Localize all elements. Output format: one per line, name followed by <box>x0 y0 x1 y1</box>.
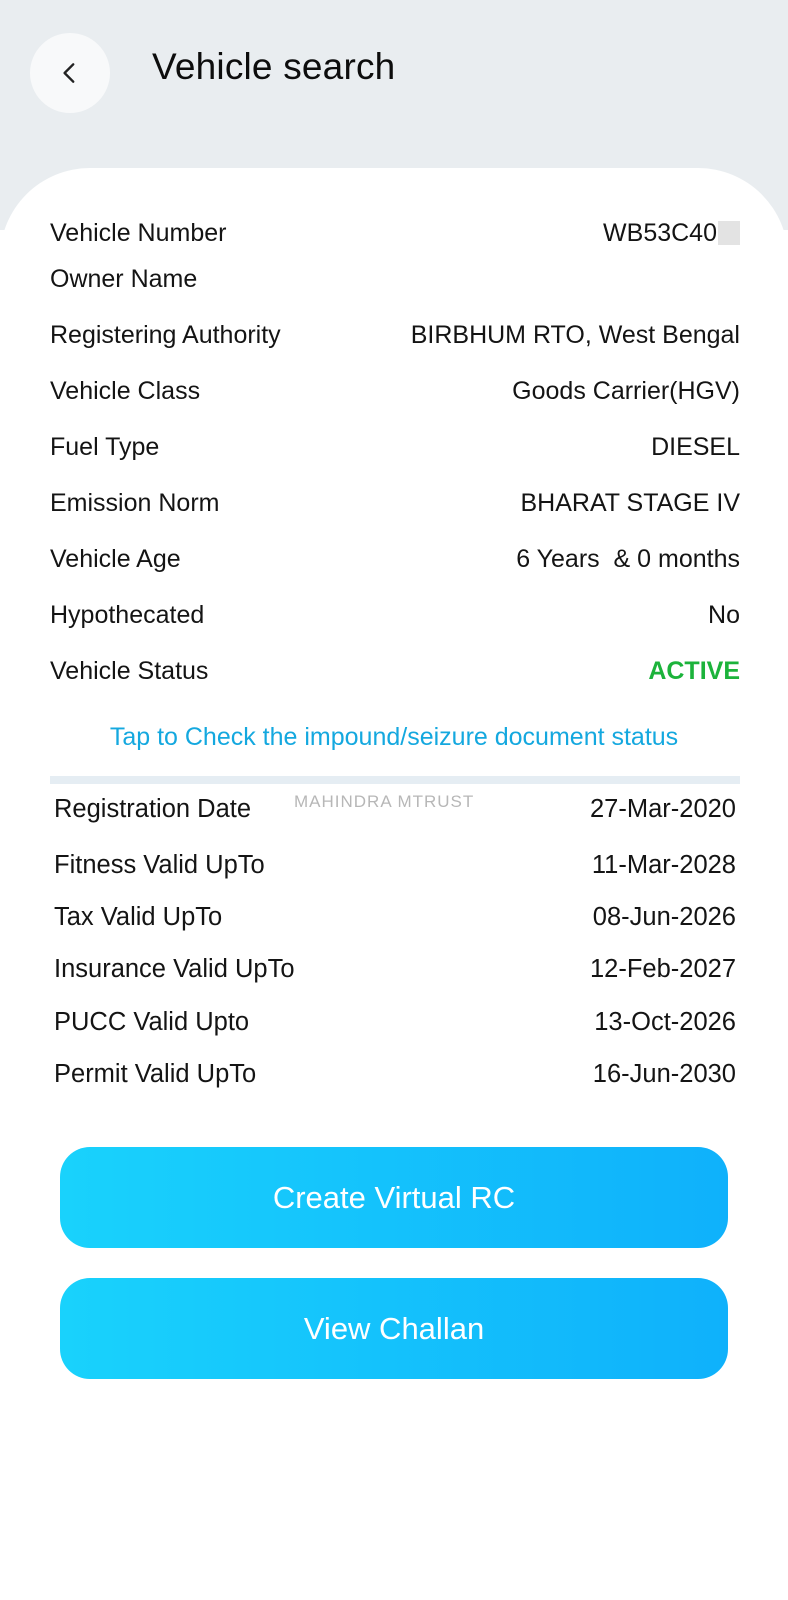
detail-label: Registering Authority <box>50 321 281 349</box>
validity-value: 12-Feb-2027 <box>589 955 736 983</box>
validity-label: Permit Valid UpTo <box>54 1060 257 1088</box>
detail-value: No <box>708 601 740 629</box>
validity-row-registration-date <box>54 792 736 826</box>
redaction-block <box>718 221 740 245</box>
detail-label: Hypothecated <box>50 601 205 629</box>
detail-value: Goods Carrier(HGV) <box>512 377 740 405</box>
create-virtual-rc-button[interactable]: Create Virtual RC <box>60 1147 728 1248</box>
detail-value: BIRBHUM RTO, West Bengal <box>410 321 740 349</box>
detail-row-vehicle-status <box>50 654 740 688</box>
detail-row-fuel-type <box>50 430 740 464</box>
detail-label: Vehicle Number <box>50 219 227 247</box>
validity-row-permit <box>54 1057 736 1091</box>
detail-row-emission-norm <box>50 486 740 520</box>
detail-row-registering-authority <box>50 318 740 352</box>
validity-label: Insurance Valid UpTo <box>54 955 295 983</box>
validity-row-pucc <box>54 1005 736 1039</box>
detail-row-vehicle-class <box>50 374 740 408</box>
detail-label: Owner Name <box>50 265 198 293</box>
detail-row-vehicle-age <box>50 542 740 576</box>
detail-row-owner-name <box>50 262 740 296</box>
validity-value: 11-Mar-2028 <box>591 851 736 879</box>
validity-label: Registration Date <box>54 795 252 823</box>
validity-value: 16-Jun-2030 <box>592 1060 736 1088</box>
detail-label: Emission Norm <box>50 489 220 517</box>
detail-value: DIESEL <box>651 433 740 461</box>
validity-label: Tax Valid UpTo <box>54 903 223 931</box>
detail-label: Vehicle Age <box>50 545 181 573</box>
validity-row-tax <box>54 900 736 934</box>
watermark-text: MAHINDRA MTRUST <box>294 792 475 811</box>
validity-value: 27-Mar-2020 <box>590 795 736 823</box>
section-divider <box>50 776 740 784</box>
impound-status-link[interactable]: Tap to Check the impound/seizure document status <box>109 723 679 751</box>
validity-row-fitness <box>54 848 736 882</box>
chevron-left-icon <box>57 60 83 86</box>
detail-value <box>603 216 740 250</box>
page-title: Vehicle search <box>152 46 396 87</box>
validity-value: 08-Jun-2026 <box>592 903 736 931</box>
validity-label: PUCC Valid Upto <box>54 1008 250 1036</box>
vehicle-number-text: WB53C40 <box>603 219 717 247</box>
validity-label: Fitness Valid UpTo <box>54 851 265 879</box>
detail-label: Fuel Type <box>50 433 160 461</box>
status-badge: ACTIVE <box>648 657 740 685</box>
detail-value: 6 Years & 0 months <box>516 545 740 573</box>
detail-row-vehicle-number <box>50 216 740 250</box>
detail-row-hypothecated <box>50 598 740 632</box>
back-button[interactable] <box>30 33 110 113</box>
validity-value: 13-Oct-2026 <box>594 1008 736 1036</box>
detail-value: BHARAT STAGE IV <box>520 489 740 517</box>
view-challan-button[interactable]: View Challan <box>60 1278 728 1379</box>
validity-row-insurance <box>54 952 736 986</box>
detail-label: Vehicle Class <box>50 377 201 405</box>
detail-label: Vehicle Status <box>50 657 209 685</box>
